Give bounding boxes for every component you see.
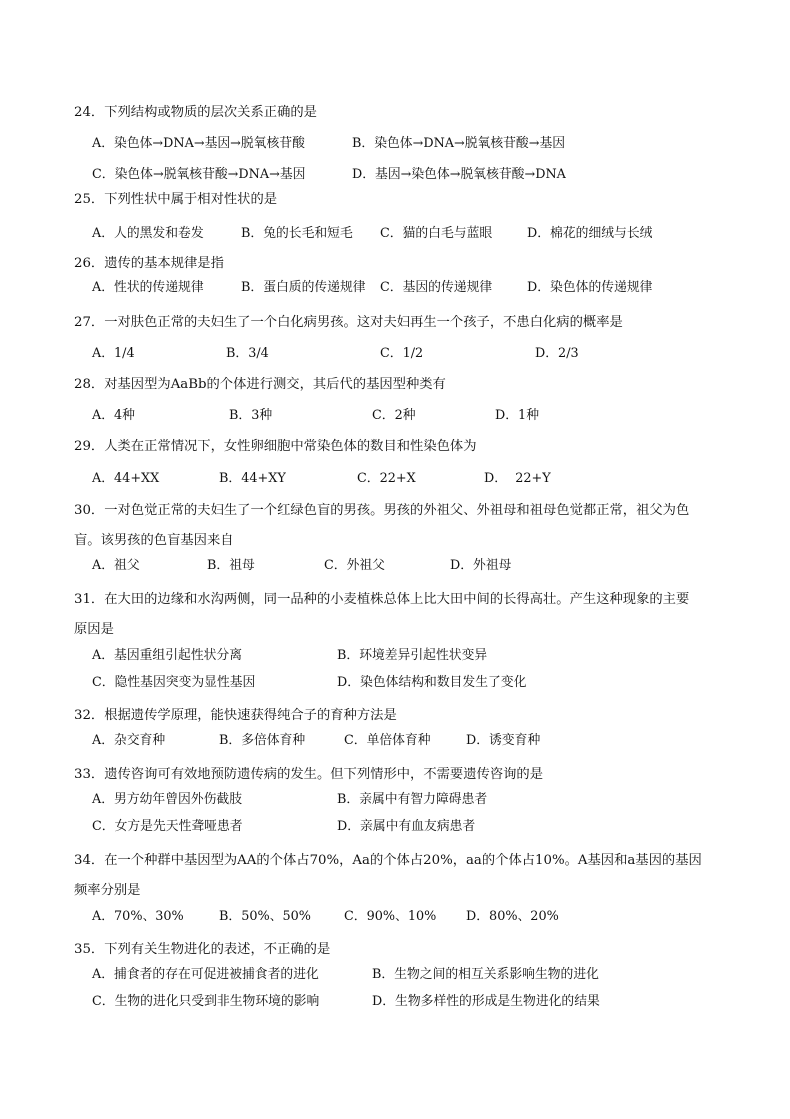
question-29-option-b: B．44+XY (219, 471, 286, 486)
question-33-stem: 33．遗传咨询可有效地预防遗传病的发生。但下列情形中，不需要遗传咨询的是 (74, 767, 544, 782)
question-24-option-c: C．染色体→脱氧核苷酸→DNA→基因 (92, 167, 306, 182)
question-30-stem-continued: 盲。该男孩的色盲基因来自 (74, 533, 234, 548)
question-26-option-a: A．性状的传递规律 (92, 280, 204, 295)
question-28-option-b: B．3种 (229, 408, 273, 423)
question-31-option-d: D．染色体结构和数目发生了变化 (337, 675, 527, 690)
question-34-option-d: D．80%、20% (466, 909, 559, 924)
question-32-option-d: D．诱变育种 (466, 733, 541, 748)
question-27-option-a: A．1/4 (92, 346, 135, 361)
question-30-option-a: A．祖父 (92, 558, 140, 573)
question-24-option-b: B．染色体→DNA→脱氧核苷酸→基因 (352, 136, 566, 151)
question-30-option-b: B．祖母 (207, 558, 255, 573)
question-25-option-b: B．兔的长毛和短毛 (241, 226, 353, 241)
question-31-option-c: C．隐性基因突变为显性基因 (92, 675, 256, 690)
question-34-stem-continued: 频率分别是 (74, 883, 141, 898)
question-34-option-b: B．50%、50% (219, 909, 311, 924)
question-26-option-c: C．基因的传递规律 (380, 280, 493, 295)
question-35-option-c: C．生物的进化只受到非生物环境的影响 (92, 994, 320, 1009)
question-28-option-c: C．2种 (372, 408, 416, 423)
question-29-option-c: C．22+X (357, 471, 416, 486)
question-30-option-c: C．外祖父 (324, 558, 385, 573)
question-30-stem: 30．一对色觉正常的夫妇生了一个红绿色盲的男孩。男孩的外祖父、外祖母和祖母色觉都正常，祖父为色 (74, 503, 690, 518)
question-31-option-b: B．环境差异引起性状变异 (337, 648, 488, 663)
question-27-stem: 27．一对肤色正常的夫妇生了一个白化病男孩。这对夫妇再生一个孩子，不患白化病的概率是 (74, 315, 623, 330)
question-35-stem: 35．下列有关生物进化的表述，不正确的是 (74, 942, 331, 957)
question-32-option-c: C．单倍体育种 (344, 733, 431, 748)
question-25-option-d: D．棉花的细绒与长绒 (527, 226, 653, 241)
question-28-option-a: A．4种 (92, 408, 135, 423)
question-24-option-d: D．基因→染色体→脱氧核苷酸→DNA (352, 167, 566, 182)
question-28-option-d: D．1种 (495, 408, 539, 423)
question-30-option-d: D．外祖母 (450, 558, 512, 573)
question-29-option-d: D． 22+Y (484, 471, 551, 486)
question-25-stem: 25．下列性状中属于相对性状的是 (74, 192, 278, 207)
question-31-option-a: A．基因重组引起性状分离 (92, 648, 243, 663)
question-27-option-b: B．3/4 (226, 346, 269, 361)
question-31-stem-continued: 原因是 (74, 622, 114, 637)
question-27-option-d: D．2/3 (535, 346, 579, 361)
question-33-option-d: D．亲属中有血友病患者 (337, 819, 476, 834)
question-35-option-d: D．生物多样性的形成是生物进化的结果 (372, 994, 600, 1009)
question-28-stem: 28．对基因型为AaBb的个体进行测交，其后代的基因型种类有 (74, 377, 446, 392)
question-26-option-d: D．染色体的传递规律 (527, 280, 653, 295)
question-35-option-b: B．生物之间的相互关系影响生物的进化 (372, 967, 599, 982)
question-26-stem: 26．遗传的基本规律是指 (74, 256, 224, 271)
question-25-option-c: C．猫的白毛与蓝眼 (380, 226, 493, 241)
question-32-stem: 32．根据遗传学原理，能快速获得纯合子的育种方法是 (74, 708, 397, 723)
question-29-option-a: A．44+XX (92, 471, 160, 486)
question-33-option-c: C．女方是先天性聋哑患者 (92, 819, 243, 834)
question-29-stem: 29．人类在正常情况下，女性卵细胞中常染色体的数目和性染色体为 (74, 439, 477, 454)
question-27-option-c: C．1/2 (380, 346, 424, 361)
question-31-stem: 31．在大田的边缘和水沟两侧，同一品种的小麦植株总体上比大田中间的长得高壮。产生这种现象的主要 (74, 592, 690, 607)
question-34-stem: 34．在一个种群中基因型为AA的个体占70%，Aa的个体占20%，aa的个体占10%。A基因和a基因的基因 (74, 853, 702, 868)
question-33-option-a: A．男方幼年曾因外伤截肢 (92, 792, 243, 807)
question-32-option-a: A．杂交育种 (92, 733, 166, 748)
question-24-option-a: A．染色体→DNA→基因→脱氧核苷酸 (92, 136, 305, 151)
question-26-option-b: B．蛋白质的传递规律 (241, 280, 366, 295)
question-24-stem: 24．下列结构或物质的层次关系正确的是 (74, 105, 317, 120)
question-32-option-b: B．多倍体育种 (219, 733, 306, 748)
question-34-option-c: C．90%、10% (344, 909, 437, 924)
question-34-option-a: A．70%、30% (92, 909, 184, 924)
question-25-option-a: A．人的黑发和卷发 (92, 226, 204, 241)
question-35-option-a: A．捕食者的存在可促进被捕食者的进化 (92, 967, 319, 982)
question-33-option-b: B．亲属中有智力障碍患者 (337, 792, 488, 807)
